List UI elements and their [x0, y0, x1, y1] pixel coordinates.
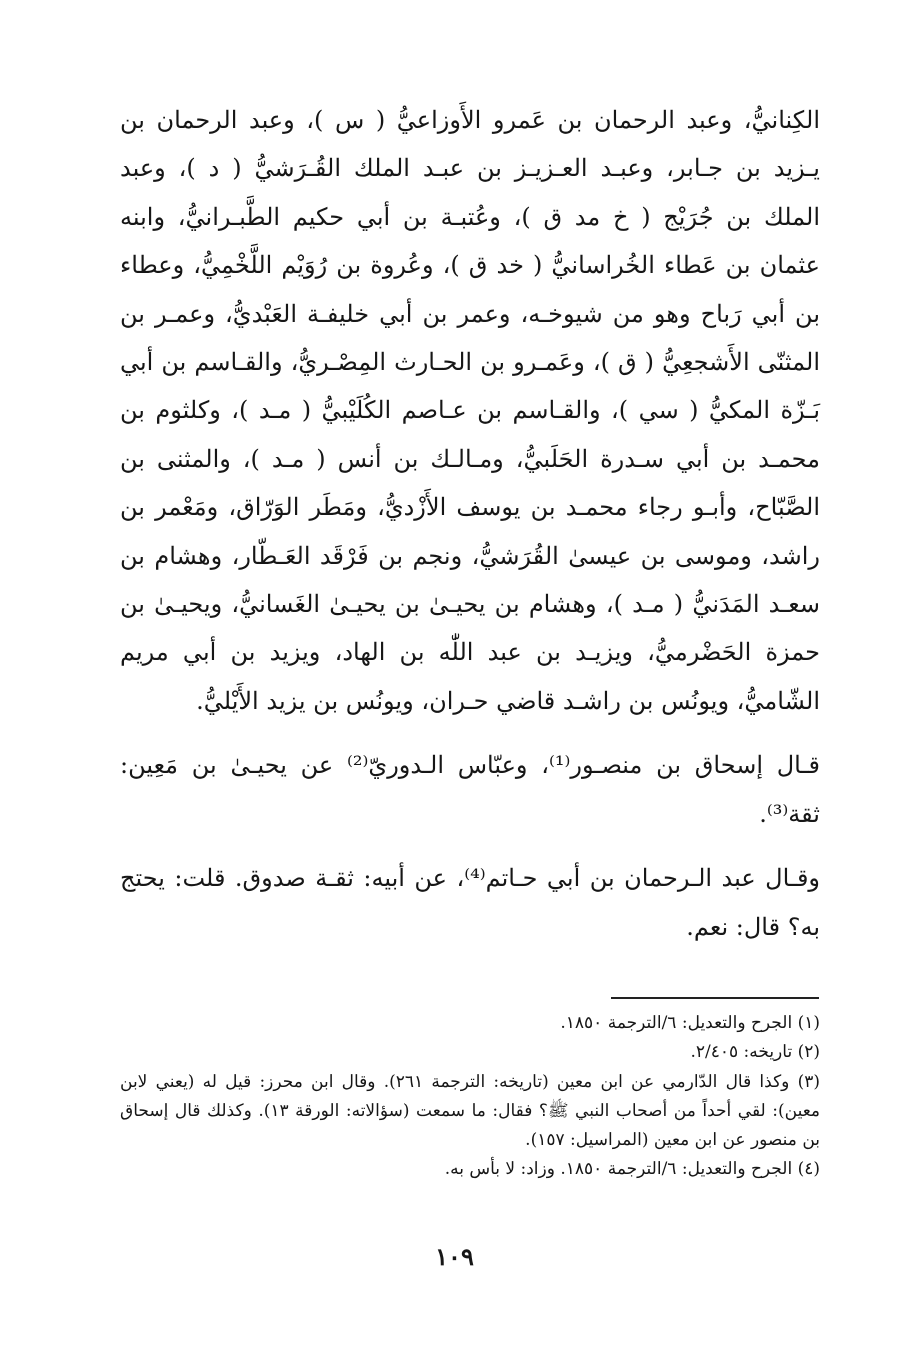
- page-number: ١٠٩: [435, 1242, 474, 1271]
- paragraph-abu-hatim-quote: وقـال عبد الـرحمان بن أبي حـاتم⁽⁴⁾، عن أبيه: ثقـة صدوق. قلت: يحتج به؟ قال: نعم.: [120, 864, 821, 941]
- footnote-1: (١) الجرح والتعديل: ٦/الترجمة ١٨٥٠.: [560, 1013, 820, 1033]
- footnote-4: (٤) الجرح والتعديل: ٦/الترجمة ١٨٥٠. وزاد: لا بأس به.: [444, 1159, 820, 1180]
- footnotes: [120, 1009, 820, 1185]
- paragraph-ibn-maeen-quote: قـال إسحاق بن منصـور⁽¹⁾، وعبّاس الـدوريّ⁽²⁾ عن يحيـىٰ بن مَعِين: ثقة⁽³⁾.: [120, 751, 820, 828]
- footnote-3: (٣) وكذا قال الدّارمي عن ابن معين (تاريخه: الترجمة ٢٦١). وقال ابن محرز: قيل له (يعني لابن معين): لقي أحداً من أصحاب النبي ﷺ؟ فقال: ما سمعت (سؤالاته: الورقة ١٣). وكذلك قال إسحاق بن منصور عن ابن معين (المراسيل: ١٥٧).: [120, 1071, 821, 1151]
- main-text: [120, 96, 820, 951]
- footnote-separator: [611, 997, 819, 999]
- paragraph-narrators-list: الكِنانيُّ، وعبد الرحمان بن عَمرو الأَوزاعيُّ ( س )، وعبد الرحمان بن يـزيد بن جـابر، وعبـد العـزيـز بن عبـد الملك القُـرَشيُّ ( د )، وعبد الملك بن جُرَيْج ( خ مد ق )، وعُتبـة بن أبي حكيم الطَّبـرانيُّ، وابنه عثمان بن عَطاء الخُراسانيُّ ( خد ق )، وعُروة بن رُوَيْم اللَّخْمِيُّ، وعطاء بن أبي رَباح وهو من شيوخـه، وعمر بن أبي خليفـة العَبْديُّ، وعمـر بن المثنّى الأَشجعِيُّ ( ق )، وعَمـرو بن الحـارث المِصْـريُّ، والقـاسم بن أبي بَـزّة المكيُّ ( سي )، والقـاسم بن عـاصم الكُلَيْبيُّ ( مـد )، وكلثوم بن محمـد بن أبي سـدرة الحَلَبيُّ، ومـالـك بن أنس ( مـد )، والمثنى بن الصَّبّاح، وأبـو رجاء محمـد بن يوسف الأَزْديُّ، ومَطَر الوَرّاق، ومَعْمر بن راشد، وموسى بن عيسىٰ القُرَشيُّ، ونجم بن فَرْقَد العَـطّار، وهشام بن سعـد المَدَنيُّ ( مـد )، وهشام بن يحيـىٰ بن يحيـىٰ الغَسانيُّ، ويحيـىٰ بن حمزة الحَضْرميُّ، ويزيـد بن عبد اللّٰه بن الهاد، ويزيد بن أبي مريم الشّاميُّ، ويونُس بن راشـد قاضي حـران، ويونُس بن يزيد الأَيْليُّ.: [120, 106, 820, 715]
- footnote-2: (٢) تاريخه: ٢/٤٠٥.: [690, 1042, 820, 1063]
